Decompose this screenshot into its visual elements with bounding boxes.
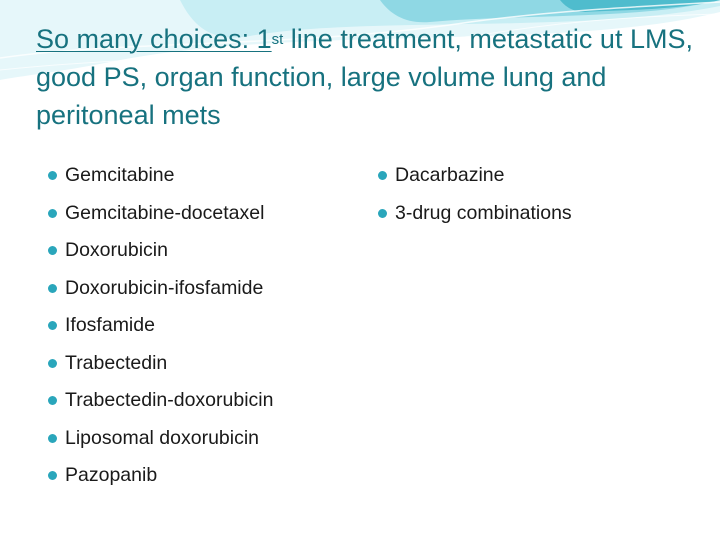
- list-item-text: Gemcitabine-docetaxel: [65, 201, 265, 224]
- slide-title: [36, 20, 696, 134]
- list-item-text: Trabectedin-doxorubicin: [65, 389, 274, 411]
- bullet-dot-icon: [48, 246, 57, 255]
- right-bullet-list: [378, 157, 698, 232]
- list-item: [48, 420, 358, 458]
- bullet-dot-icon: [378, 171, 387, 180]
- left-bullet-list: [48, 157, 358, 495]
- list-item: [48, 232, 358, 270]
- bullet-dot-icon: [48, 471, 57, 480]
- list-item: [48, 382, 358, 420]
- list-item: [48, 195, 358, 233]
- title-superscript: st: [271, 31, 284, 48]
- list-item-text: Trabectedin: [65, 351, 168, 374]
- bullet-dot-icon: [378, 209, 387, 218]
- list-item: [48, 457, 358, 495]
- list-item: [48, 270, 358, 308]
- bullet-dot-icon: [48, 359, 57, 368]
- list-item-text: Doxorubicin-ifosfamide: [65, 276, 264, 299]
- title-underlined-part: So many choices: 1: [36, 24, 272, 54]
- list-item: [48, 307, 358, 345]
- list-item: [48, 345, 358, 383]
- list-item: [48, 157, 358, 195]
- list-item: [378, 157, 698, 195]
- bullet-dot-icon: [48, 434, 57, 443]
- bullet-dot-icon: [48, 321, 57, 330]
- list-item-text: Ifosfamide: [65, 314, 155, 336]
- bullet-dot-icon: [48, 171, 57, 180]
- list-item-text: 3-drug combinations: [395, 201, 572, 224]
- bullet-dot-icon: [48, 209, 57, 218]
- title-rest: line treatment, metastatic ut LMS, good PS, organ function, large volume lung and peritoneal mets: [36, 24, 693, 130]
- list-item-text: Gemcitabine: [65, 164, 175, 186]
- list-item-text: Liposomal doxorubicin: [65, 426, 260, 449]
- list-item-text: Doxorubicin: [65, 239, 168, 261]
- bullet-dot-icon: [48, 284, 57, 293]
- list-item-text: Pazopanib: [65, 464, 158, 486]
- list-item: [378, 195, 698, 233]
- bullet-dot-icon: [48, 396, 57, 405]
- list-item-text: Dacarbazine: [395, 164, 505, 186]
